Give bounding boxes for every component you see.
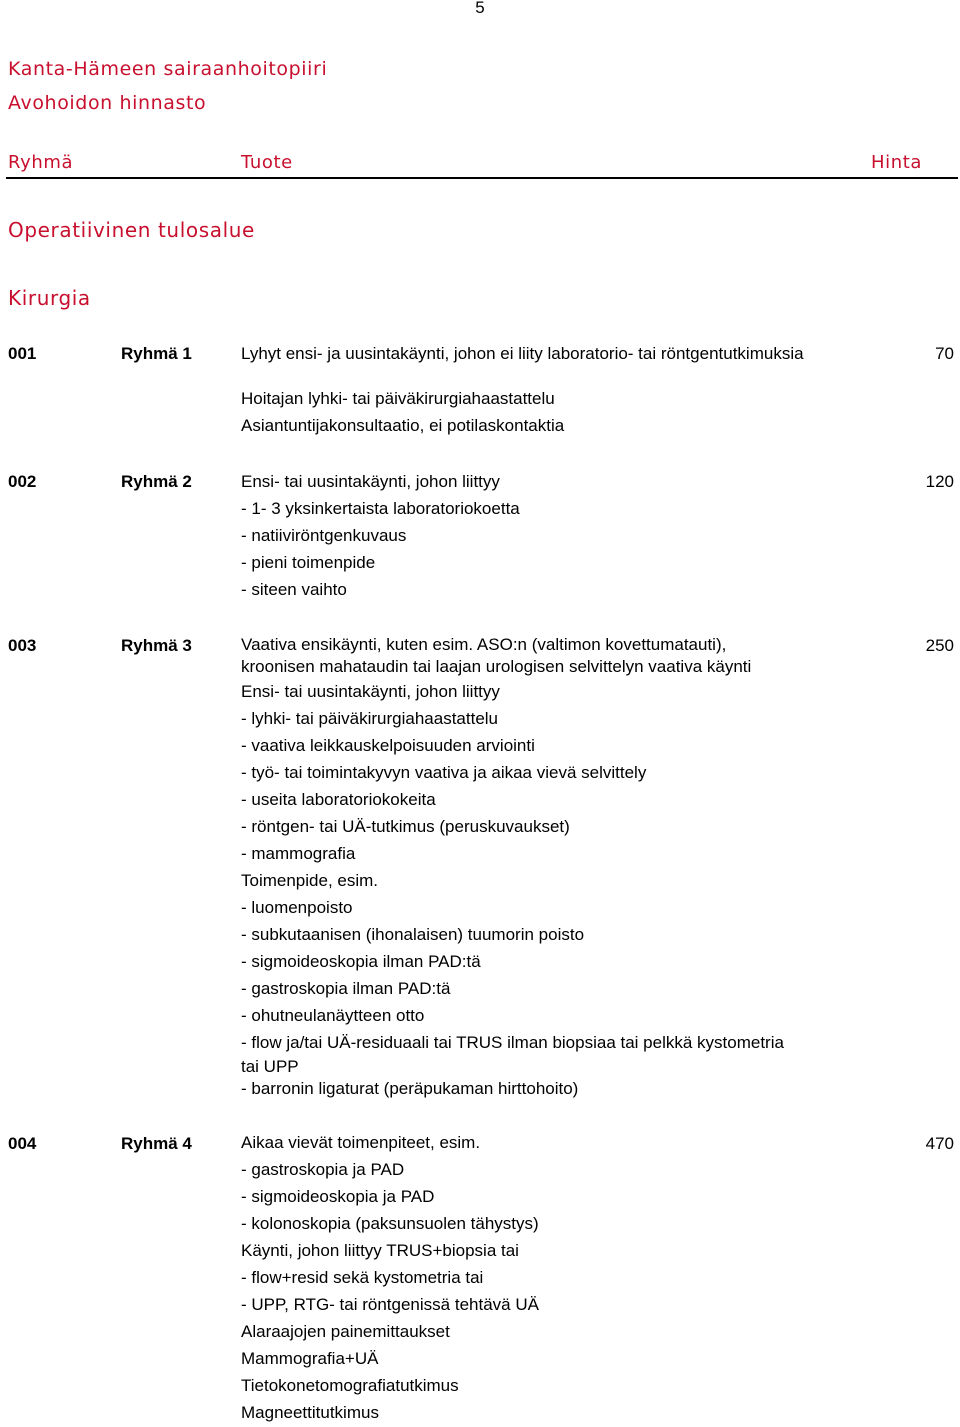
description-line: - röntgen- tai UÄ-tutkimus (peruskuvaukset)	[241, 817, 570, 836]
description-line: - ohutneulanäytteen otto	[241, 1006, 425, 1025]
description-line: Alaraajojen painemittaukset	[241, 1322, 450, 1341]
document-subtitle: Avohoidon hinnasto	[8, 92, 207, 114]
area-heading: Operatiivinen tulosalue	[8, 218, 255, 242]
column-header-price: Hinta	[870, 152, 922, 173]
row-description	[241, 1129, 881, 1426]
description-line: Hoitajan lyhki- tai päiväkirurgiahaastattelu	[241, 389, 555, 408]
description-line: Magneettitutkimus	[241, 1403, 379, 1422]
column-header-group: Ryhmä	[8, 152, 74, 173]
row-price: 120	[925, 472, 954, 491]
description-spacer	[241, 367, 881, 385]
description-line: - vaativa leikkauskelpoisuuden arviointi	[241, 736, 535, 755]
description-line: tai UPP	[241, 1057, 299, 1076]
description-line: - luomenpoisto	[241, 898, 353, 917]
description-line: - sigmoideoskopia ja PAD	[241, 1187, 435, 1206]
row-code: 004	[8, 1134, 37, 1153]
description-line: - mammografia	[241, 844, 356, 863]
description-line: - gastroskopia ilman PAD:tä	[241, 979, 451, 998]
description-line: Mammografia+UÄ	[241, 1349, 379, 1368]
description-line: - UPP, RTG- tai röntgenissä tehtävä UÄ	[241, 1295, 539, 1314]
column-header-product: Tuote	[241, 152, 293, 173]
row-group: Ryhmä 4	[121, 1134, 192, 1153]
description-line: - pieni toimenpide	[241, 553, 376, 572]
description-line: - 1- 3 yksinkertaista laboratoriokoetta	[241, 499, 520, 518]
description-line: Asiantuntijakonsultaatio, ei potilaskontaktia	[241, 416, 565, 435]
description-line: - kolonoskopia (paksunsuolen tähystys)	[241, 1214, 539, 1233]
description-line: Lyhyt ensi- ja uusintakäynti, johon ei liity laboratorio- tai röntgentutkimuksia	[241, 344, 804, 363]
description-line: Tietokonetomografiatutkimus	[241, 1376, 459, 1395]
description-line: - useita laboratoriokokeita	[241, 790, 436, 809]
description-line: Käynti, johon liittyy TRUS+biopsia tai	[241, 1241, 519, 1260]
row-description	[241, 340, 881, 439]
description-line: Toimenpide, esim.	[241, 871, 379, 890]
description-line: kroonisen mahataudin tai laajan urologisen selvittelyn vaativa käynti	[241, 657, 752, 676]
description-line: - lyhki- tai päiväkirurgiahaastattelu	[241, 709, 499, 728]
row-code: 001	[8, 344, 37, 363]
page-number: 5	[475, 0, 485, 17]
description-line: Aikaa vievät toimenpiteet, esim.	[241, 1133, 481, 1152]
description-line: - flow ja/tai UÄ-residuaali tai TRUS ilman biopsiaa tai pelkkä kystometria	[241, 1033, 784, 1052]
description-line: - gastroskopia ja PAD	[241, 1160, 405, 1179]
row-code: 002	[8, 472, 37, 491]
row-group: Ryhmä 1	[121, 344, 192, 363]
header-divider	[6, 177, 958, 179]
description-line: - barronin ligaturat (peräpukaman hirttohoito)	[241, 1079, 579, 1098]
organization-title: Kanta-Hämeen sairaanhoitopiiri	[8, 58, 328, 80]
description-line: Ensi- tai uusintakäynti, johon liittyy	[241, 472, 500, 491]
row-code: 003	[8, 636, 37, 655]
description-line: - sigmoideoskopia ilman PAD:tä	[241, 952, 481, 971]
description-line: - työ- tai toimintakyvyn vaativa ja aikaa vievä selvittely	[241, 763, 647, 782]
row-price: 250	[925, 636, 954, 655]
row-price: 470	[925, 1134, 954, 1153]
description-line: - natiiviröntgenkuvaus	[241, 526, 407, 545]
description-line: Vaativa ensikäynti, kuten esim. ASO:n (valtimon kovettumatauti),	[241, 635, 727, 654]
row-group: Ryhmä 3	[121, 636, 192, 655]
row-description	[241, 634, 881, 1100]
row-group: Ryhmä 2	[121, 472, 192, 491]
section-heading: Kirurgia	[8, 286, 91, 310]
row-description	[241, 468, 881, 603]
description-line: - flow+resid sekä kystometria tai	[241, 1268, 484, 1287]
description-line: Ensi- tai uusintakäynti, johon liittyy	[241, 682, 500, 701]
description-line: - siteen vaihto	[241, 580, 347, 599]
description-line: - subkutaanisen (ihonalaisen) tuumorin poisto	[241, 925, 585, 944]
row-price: 70	[935, 344, 954, 363]
